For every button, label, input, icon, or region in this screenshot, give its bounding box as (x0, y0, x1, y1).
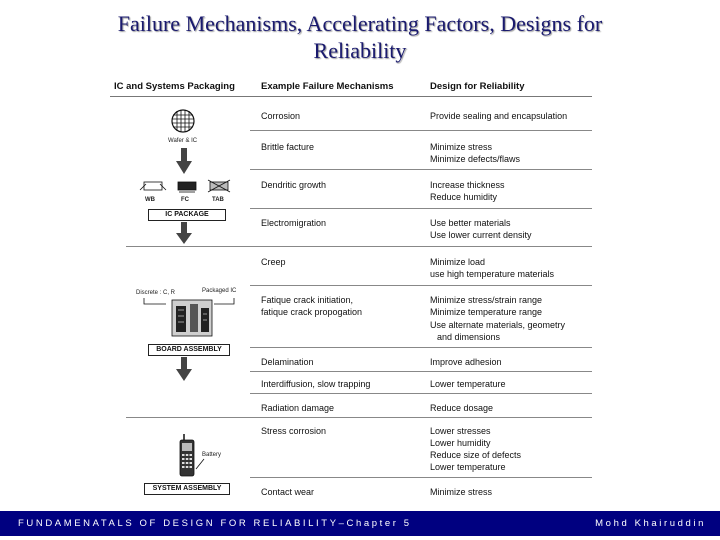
title-line-1: Failure Mechanisms, Accelerating Factors, Designs for (117, 11, 603, 36)
design-brittle-2: Minimize defects/flaws (430, 154, 521, 164)
design-corrosion-1: Provide sealing and encapsulation (430, 111, 568, 121)
title-line-2: Reliability (313, 38, 407, 63)
design-stress-corrosion-1: Lower stresses (430, 426, 491, 436)
design-electromigration-1: Use better materials (430, 218, 511, 228)
packaged-ic-label: Packaged IC (202, 288, 237, 294)
mechanism-stress-corrosion: Stress corrosion (261, 426, 327, 436)
design-fatique-2: Minimize temperature range (430, 307, 543, 317)
design-stress-corrosion-2: Lower humidity (430, 438, 491, 448)
design-fatique-1: Minimize stress/strain range (430, 295, 543, 305)
reliability-figure (110, 74, 600, 504)
footer-bar (0, 511, 720, 536)
mechanism-dendritic-growth: Dendritic growth (261, 180, 327, 190)
battery-pointer (196, 458, 204, 470)
wb-label: WB (145, 197, 155, 203)
mechanism-corrosion: Corrosion (261, 111, 301, 121)
row-divider (250, 169, 592, 170)
row-divider (250, 208, 592, 209)
ic-package-box: IC PACKAGE (148, 209, 226, 221)
design-dendritic-2: Reduce humidity (430, 192, 498, 202)
system-assembly-box: SYSTEM ASSEMBLY (144, 483, 230, 495)
design-creep-2: use high temperature materials (430, 269, 555, 279)
discrete-label: Discrete : C, R (136, 290, 176, 296)
footer-course-title: FUNDAMENATALS OF DESIGN FOR RELIABILITY–Chapter 5 (18, 518, 412, 529)
footer-author: Mohd Khairuddin (595, 518, 706, 529)
header-packaging: IC and Systems Packaging (114, 81, 235, 92)
mechanism-radiation-damage: Radiation damage (261, 403, 335, 413)
cell-phone-icon (178, 434, 198, 478)
design-stress-corrosion-4: Lower temperature (430, 462, 506, 472)
wafer-label: Wafer & IC (168, 138, 198, 144)
design-electromigration-2: Use lower current density (430, 230, 532, 240)
circuit-board-icon (144, 298, 234, 338)
wafer-icon (170, 108, 196, 134)
section-divider (126, 417, 592, 418)
header-mechanisms: Example Failure Mechanisms (261, 81, 394, 92)
mechanism-delamination: Delamination (261, 357, 314, 367)
mechanism-creep: Creep (261, 257, 286, 267)
design-delamination-1: Improve adhesion (430, 357, 502, 367)
row-divider (250, 130, 592, 131)
board-assembly-box: BOARD ASSEMBLY (148, 344, 230, 356)
design-creep-1: Minimize load (430, 257, 486, 267)
mechanism-fatique-1: Fatique crack initiation, (261, 295, 354, 305)
tab-label: TAB (212, 197, 224, 203)
down-arrow-icon (176, 222, 192, 244)
mechanism-interdiffusion: Interdiffusion, slow trapping (261, 379, 371, 389)
design-dendritic-1: Increase thickness (430, 180, 505, 190)
design-brittle-1: Minimize stress (430, 142, 493, 152)
mechanism-electromigration: Electromigration (261, 218, 327, 228)
mechanism-brittle-facture: Brittle facture (261, 142, 315, 152)
row-divider (250, 371, 592, 372)
design-contact-wear-1: Minimize stress (430, 487, 493, 497)
chip-packages-icon (138, 178, 238, 196)
design-interdiffusion-1: Lower temperature (430, 379, 506, 389)
mechanism-fatique-2: fatique crack propogation (261, 307, 363, 317)
fc-label: FC (181, 197, 189, 203)
row-divider (250, 477, 592, 478)
down-arrow-icon (176, 357, 192, 381)
header-divider (110, 96, 592, 97)
design-radiation-1: Reduce dosage (430, 403, 494, 413)
battery-label: Battery (202, 452, 222, 458)
section-divider (126, 246, 592, 247)
row-divider (250, 347, 592, 348)
mechanism-contact-wear: Contact wear (261, 487, 315, 497)
row-divider (250, 393, 592, 394)
slide-title (40, 10, 680, 64)
design-fatique-3: Use alternate materials, geometry (430, 320, 566, 330)
down-arrow-icon (176, 148, 192, 174)
row-divider (250, 285, 592, 286)
header-design: Design for Reliability (430, 81, 525, 92)
design-stress-corrosion-3: Reduce size of defects (430, 450, 522, 460)
design-fatique-4: and dimensions (437, 332, 501, 342)
